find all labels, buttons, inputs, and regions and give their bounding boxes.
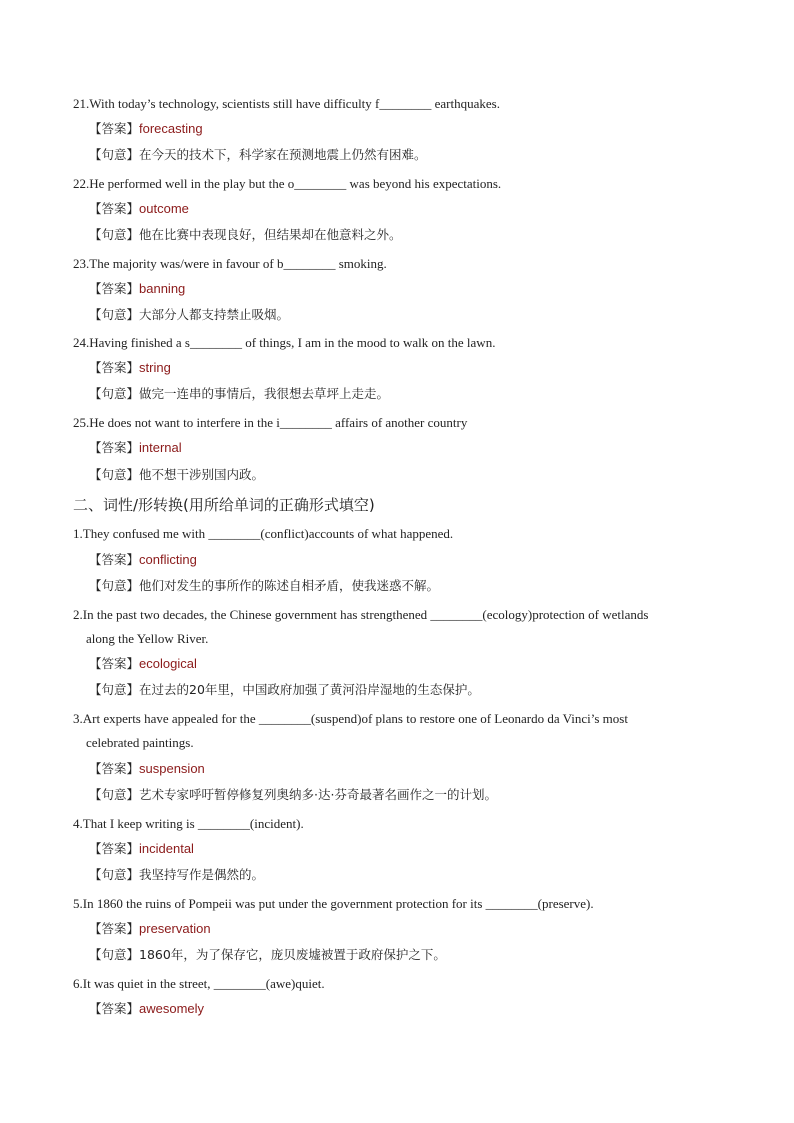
answer-text: awesomely xyxy=(139,1001,205,1016)
answer-label: 【答案】 xyxy=(89,201,140,216)
answer-line xyxy=(89,360,171,375)
answer-line xyxy=(89,281,185,296)
meaning-text: 他们对发生的事所作的陈述自相矛盾，使我迷惑不解。 xyxy=(139,578,440,593)
meaning-label: 【句意】 xyxy=(89,867,140,882)
answer-line xyxy=(89,1001,204,1016)
answer-text: incidental xyxy=(139,841,194,856)
question-3-continuation: celebrated paintings. xyxy=(86,735,194,750)
meaning-label: 【句意】 xyxy=(89,467,140,482)
meaning-label: 【句意】 xyxy=(89,147,140,162)
answer-line xyxy=(89,921,211,936)
question-5: 5.In 1860 the ruins of Pompeii was put under the government protection for its ________(preserve). xyxy=(73,896,594,911)
question-23: 23.The majority was/were in favour of b________ smoking. xyxy=(73,256,387,271)
answer-text: suspension xyxy=(139,761,205,776)
answer-text: conflicting xyxy=(139,552,197,567)
answer-text: ecological xyxy=(139,656,197,671)
question-6: 6.It was quiet in the street, ________(awe)quiet. xyxy=(73,976,325,991)
meaning-line xyxy=(89,147,427,162)
answer-text: internal xyxy=(139,440,182,455)
answer-label: 【答案】 xyxy=(89,440,140,455)
meaning-label: 【句意】 xyxy=(89,787,140,802)
meaning-line xyxy=(89,947,446,962)
answer-label: 【答案】 xyxy=(89,1001,140,1016)
answer-label: 【答案】 xyxy=(89,921,140,936)
answer-label: 【答案】 xyxy=(89,360,140,375)
meaning-line xyxy=(89,682,480,697)
meaning-text: 他不想干涉别国内政。 xyxy=(139,467,265,482)
answer-label: 【答案】 xyxy=(89,761,140,776)
answer-label: 【答案】 xyxy=(89,656,140,671)
answer-text: banning xyxy=(139,281,186,296)
answer-line xyxy=(89,841,194,856)
meaning-text: 在过去的20年里，中国政府加强了黄河沿岸湿地的生态保护。 xyxy=(139,682,480,697)
meaning-line xyxy=(89,787,497,802)
answer-line xyxy=(89,761,205,776)
meaning-line xyxy=(89,467,264,482)
answer-label: 【答案】 xyxy=(89,121,140,136)
meaning-line xyxy=(89,867,264,882)
answer-text: forecasting xyxy=(139,121,203,136)
section-heading: 二、词性/形转换(用所给单词的正确形式填空) xyxy=(73,496,375,514)
question-3: 3.Art experts have appealed for the ________(suspend)of plans to restore one of Leonardo da Vinci’s most xyxy=(73,711,628,726)
meaning-text: 在今天的技术下，科学家在预测地震上仍然有困难。 xyxy=(139,147,427,162)
meaning-label: 【句意】 xyxy=(89,386,140,401)
answer-line xyxy=(89,656,197,671)
meaning-label: 【句意】 xyxy=(89,947,140,962)
meaning-line xyxy=(89,386,389,401)
answer-label: 【答案】 xyxy=(89,281,140,296)
answer-line xyxy=(89,440,182,455)
meaning-label: 【句意】 xyxy=(89,227,140,242)
meaning-text: 大部分人都支持禁止吸烟。 xyxy=(139,307,290,322)
meaning-line xyxy=(89,307,289,322)
answer-line xyxy=(89,121,203,136)
meaning-label: 【句意】 xyxy=(89,307,140,322)
answer-line xyxy=(89,201,189,216)
answer-text: preservation xyxy=(139,921,211,936)
question-21: 21.With today’s technology, scientists still have difficulty f________ earthquakes. xyxy=(73,96,500,111)
meaning-line xyxy=(89,227,402,242)
question-4: 4.That I keep writing is ________(incident). xyxy=(73,816,304,831)
question-1: 1.They confused me with ________(conflict)accounts of what happened. xyxy=(73,526,454,541)
question-25: 25.He does not want to interfere in the i________ affairs of another country xyxy=(73,415,468,430)
answer-label: 【答案】 xyxy=(89,841,140,856)
question-24: 24.Having finished a s________ of things, I am in the mood to walk on the lawn. xyxy=(73,335,496,350)
meaning-text: 做完一连串的事情后，我很想去草坪上走走。 xyxy=(139,386,390,401)
answer-label: 【答案】 xyxy=(89,552,140,567)
meaning-text: 我坚持写作是偶然的。 xyxy=(139,867,265,882)
meaning-text: 他在比赛中表现良好，但结果却在他意料之外。 xyxy=(139,227,402,242)
question-2-continuation: along the Yellow River. xyxy=(86,631,209,646)
meaning-label: 【句意】 xyxy=(89,682,140,697)
answer-text: outcome xyxy=(139,201,189,216)
answer-line xyxy=(89,552,197,567)
question-2: 2.In the past two decades, the Chinese government has strengthened ________(ecology)protection of wetlands xyxy=(73,607,649,622)
meaning-text: 1860年，为了保存它，庞贝废墟被置于政府保护之下。 xyxy=(139,947,446,962)
meaning-label: 【句意】 xyxy=(89,578,140,593)
meaning-line xyxy=(89,578,439,593)
meaning-text: 艺术专家呼吁暂停修复列奥纳多·达·芬奇最著名画作之一的计划。 xyxy=(139,787,497,802)
question-22: 22.He performed well in the play but the o________ was beyond his expectations. xyxy=(73,176,502,191)
answer-text: string xyxy=(139,360,171,375)
